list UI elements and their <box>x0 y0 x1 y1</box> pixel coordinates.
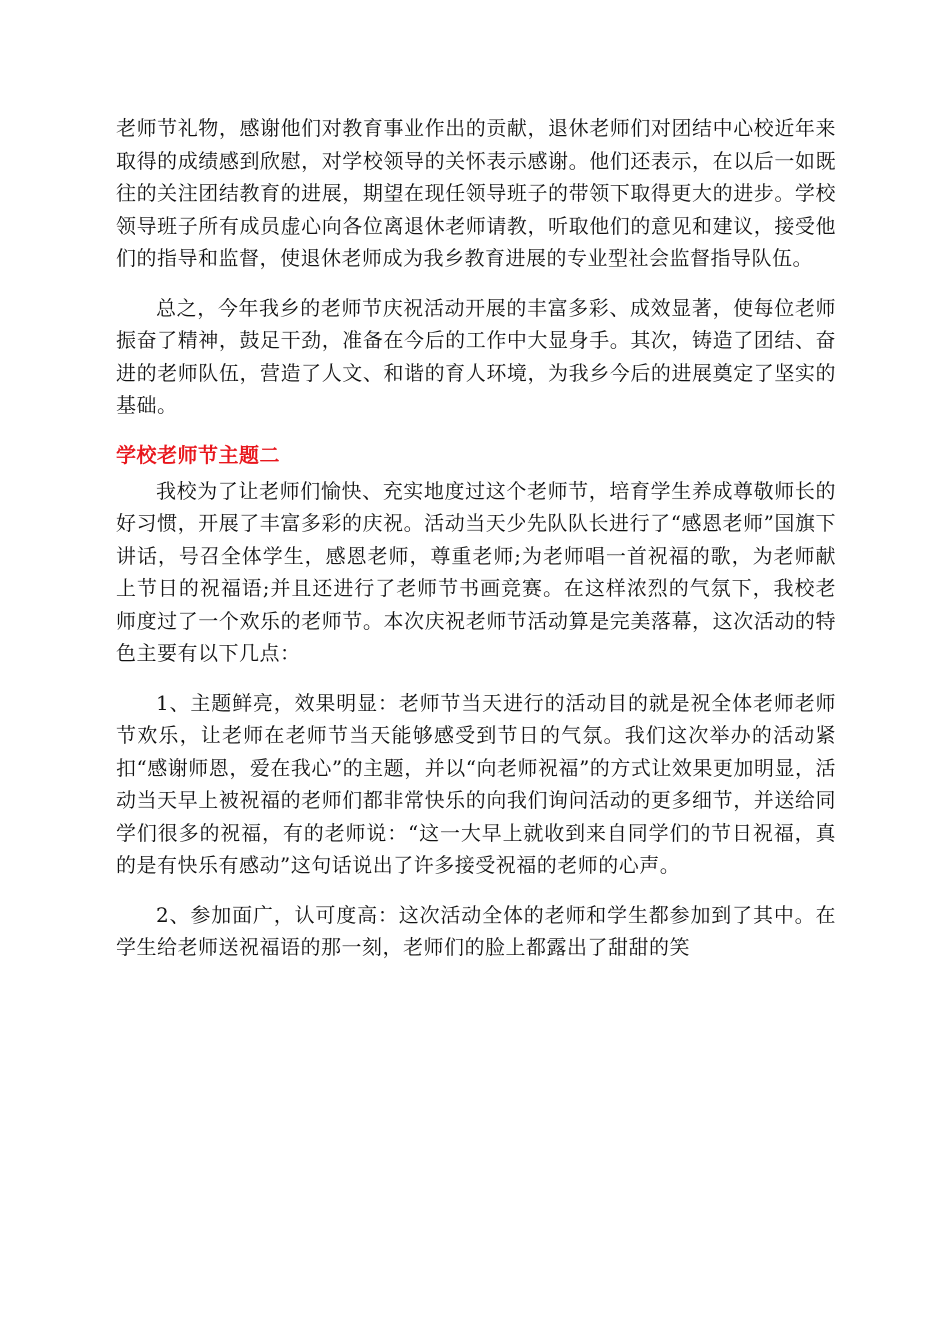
paragraph-intro: 我校为了让老师们愉快、充实地度过这个老师节，培育学生养成尊敬师长的好习惯，开展了丰富多彩的庆祝。活动当天少先队队长进行了“感恩老师”国旗下讲话，号召全体学生，感恩老师，尊重老师;为老师唱一首祝福的歌，为老师献上节日的祝福语;并且还进行了老师节书画竞赛。在这样浓烈的气氛下，我校老师度过了一个欢乐的老师节。本次庆祝老师节活动算是完美落幕，这次活动的特色主要有以下几点： <box>116 478 836 665</box>
paragraph-point-1: 1、主题鲜亮，效果明显：老师节当天进行的活动目的就是祝全体老师老师节欢乐，让老师在老师节当天能够感受到节日的气氛。我们这次举办的活动紧扣“感谢师恩，爱在我心”的主题，并以“向老师祝福”的方式让效果更加明显，活动当天早上被祝福的老师们都非常快乐的向我们询问活动的更多细节，并送给同学们很多的祝福，有的老师说：“这一大早上就收到来自同学们的节日祝福，真的是有快乐有感动”这句话说出了许多接受祝福的老师的心声。 <box>116 690 836 877</box>
paragraph-point-2: 2、参加面广，认可度高：这次活动全体的老师和学生都参加到了其中。在学生给老师送祝福语的那一刻，老师们的脸上都露出了甜甜的笑 <box>116 902 836 959</box>
document-page <box>116 112 836 981</box>
paragraph-summary: 总之，今年我乡的老师节庆祝活动开展的丰富多彩、成效显著，使每位老师振奋了精神，鼓足干劲，准备在今后的工作中大显身手。其次，铸造了团结、奋进的老师队伍，营造了人文、和谐的育人环境，为我乡今后的进展奠定了坚实的基础。 <box>116 295 836 417</box>
paragraph-retired-teachers: 老师节礼物，感谢他们对教育事业作出的贡献，退休老师们对团结中心校近年来取得的成绩感到欣慰，对学校领导的关怀表示感谢。他们还表示，在以后一如既往的关注团结教育的进展，期望在现任领导班子的带领下取得更大的进步。学校领导班子所有成员虚心向各位离退休老师请教，听取他们的意见和建议，接受他们的指导和监督，使退休老师成为我乡教育进展的专业型社会监督指导队伍。 <box>116 116 836 270</box>
section-heading: 学校老师节主题二 <box>116 442 280 467</box>
